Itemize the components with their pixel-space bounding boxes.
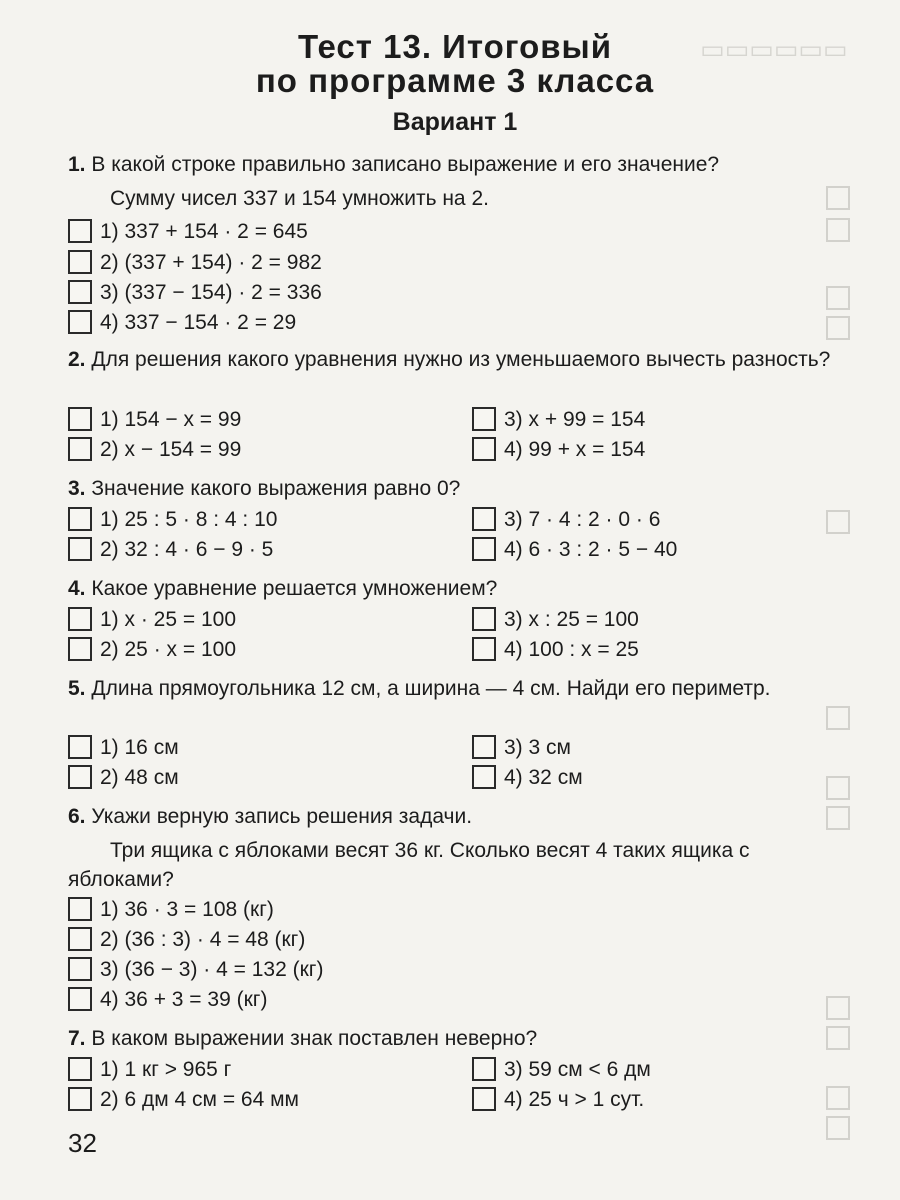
answer-text: 4) 36 + 3 = 39 (кг) [100,988,268,1011]
question-text: Значение какого выражения равно 0? [91,477,461,500]
answer-text: 4) 337 − 154 · 2 = 29 [100,311,297,334]
answer-checkbox[interactable] [68,957,92,981]
answer-text: 3) 7 · 4 : 2 · 0 · 6 [504,508,661,531]
answer-checkbox[interactable] [472,507,496,531]
answer-text: 2) 6 дм 4 см = 64 мм [100,1088,299,1111]
answer-text: 1) 16 см [100,736,179,759]
answer-checkbox[interactable] [472,537,496,561]
answer-text: 3) x + 99 = 154 [504,408,646,431]
question-7 [68,1024,848,1053]
answer-checkbox[interactable] [68,250,92,274]
answer-text: 4) 6 · 3 : 2 · 5 − 40 [504,538,678,561]
question-text: Какое уравнение решается умножением? [91,577,498,600]
answer-checkbox[interactable] [68,537,92,561]
bleed-through-box [826,1116,850,1140]
answer-text: 4) 32 см [504,766,583,789]
answer-checkbox[interactable] [472,1057,496,1081]
answer-checkbox[interactable] [68,280,92,304]
question-text: В какой строке правильно записано выражение и его значение? [91,153,720,176]
answer-text: 4) 99 + x = 154 [504,438,646,461]
answer-checkbox[interactable] [68,765,92,789]
question-number: 1. [68,153,86,176]
answer-text: 2) (36 : 3) · 4 = 48 (кг) [100,928,306,951]
answer-checkbox[interactable] [68,735,92,759]
question-2 [68,345,848,374]
answer-text: 1) 25 : 5 · 8 : 4 : 10 [100,508,278,531]
answer-text: 2) x − 154 = 99 [100,438,242,461]
answer-text: 1) 154 − x = 99 [100,408,242,431]
question-3 [68,474,848,503]
bleed-through-box [826,1086,850,1110]
bleed-through-box [826,510,850,534]
answer-text: 3) (36 − 3) · 4 = 132 (кг) [100,958,324,981]
answer-text: 2) 25 · x = 100 [100,638,236,661]
answer-text: 1) 36 · 3 = 108 (кг) [100,898,274,921]
answer-checkbox[interactable] [68,1087,92,1111]
answer-checkbox[interactable] [472,765,496,789]
answer-checkbox[interactable] [472,407,496,431]
answer-checkbox[interactable] [68,897,92,921]
answer-text: 2) 32 : 4 · 6 − 9 · 5 [100,538,274,561]
answer-checkbox[interactable] [68,310,92,334]
answer-checkbox[interactable] [68,1057,92,1081]
answer-text: 3) 59 см < 6 дм [504,1058,651,1081]
question-6-subtext: Три ящика с яблоками весят 36 кг. Сколько весят 4 таких ящика с яблоками? [68,839,750,891]
bleed-through-decoration: ▭▭▭▭▭▭ [700,34,848,64]
answer-checkbox[interactable] [68,219,92,243]
question-5 [68,674,848,703]
answer-text: 3) x : 25 = 100 [504,608,639,631]
question-1-subtext: Сумму чисел 337 и 154 умножить на 2. [110,187,489,210]
answer-checkbox[interactable] [68,607,92,631]
bleed-through-box [826,218,850,242]
bleed-through-box [826,186,850,210]
answer-text: 1) x · 25 = 100 [100,608,236,631]
bleed-through-box [826,706,850,730]
question-number: 2. [68,348,86,371]
question-number: 6. [68,805,86,828]
question-number: 7. [68,1027,86,1050]
answer-text: 1) 337 + 154 · 2 = 645 [100,220,308,243]
question-text: В каком выражении знак поставлен неверно? [91,1027,538,1050]
page-number: 32 [68,1128,97,1158]
answer-checkbox[interactable] [472,735,496,759]
answer-checkbox[interactable] [68,407,92,431]
answer-checkbox[interactable] [472,607,496,631]
answer-checkbox[interactable] [68,637,92,661]
answer-text: 1) 1 кг > 965 г [100,1058,232,1081]
question-6 [68,802,848,831]
page-title-line-2: по программе 3 класса [255,62,655,99]
variant-heading: Вариант 1 [392,108,518,136]
answer-text: 4) 25 ч > 1 сут. [504,1088,645,1111]
answer-checkbox[interactable] [472,437,496,461]
question-text: Укажи верную запись решения задачи. [91,805,473,828]
bleed-through-box [826,286,850,310]
answer-checkbox[interactable] [68,437,92,461]
answer-checkbox[interactable] [68,987,92,1011]
answer-checkbox[interactable] [68,507,92,531]
question-1 [68,150,848,179]
bleed-through-box [826,996,850,1020]
question-text: Длина прямоугольника 12 см, а ширина — 4 см. Найди его периметр. [91,677,771,700]
answer-checkbox[interactable] [472,637,496,661]
question-number: 3. [68,477,86,500]
question-number: 5. [68,677,86,700]
question-number: 4. [68,577,86,600]
answer-text: 4) 100 : x = 25 [504,638,639,661]
bleed-through-box [826,776,850,800]
question-4 [68,574,848,603]
page-title-line-1: Тест 13. Итоговый [298,28,612,65]
answer-text: 3) (337 − 154) · 2 = 336 [100,281,322,304]
answer-text: 2) (337 + 154) · 2 = 982 [100,251,322,274]
question-text: Для решения какого уравнения нужно из уменьшаемого вычесть разность? [91,348,831,371]
bleed-through-box [826,316,850,340]
answer-checkbox[interactable] [472,1087,496,1111]
answer-text: 3) 3 см [504,736,571,759]
answer-checkbox[interactable] [68,927,92,951]
answer-text: 2) 48 см [100,766,179,789]
